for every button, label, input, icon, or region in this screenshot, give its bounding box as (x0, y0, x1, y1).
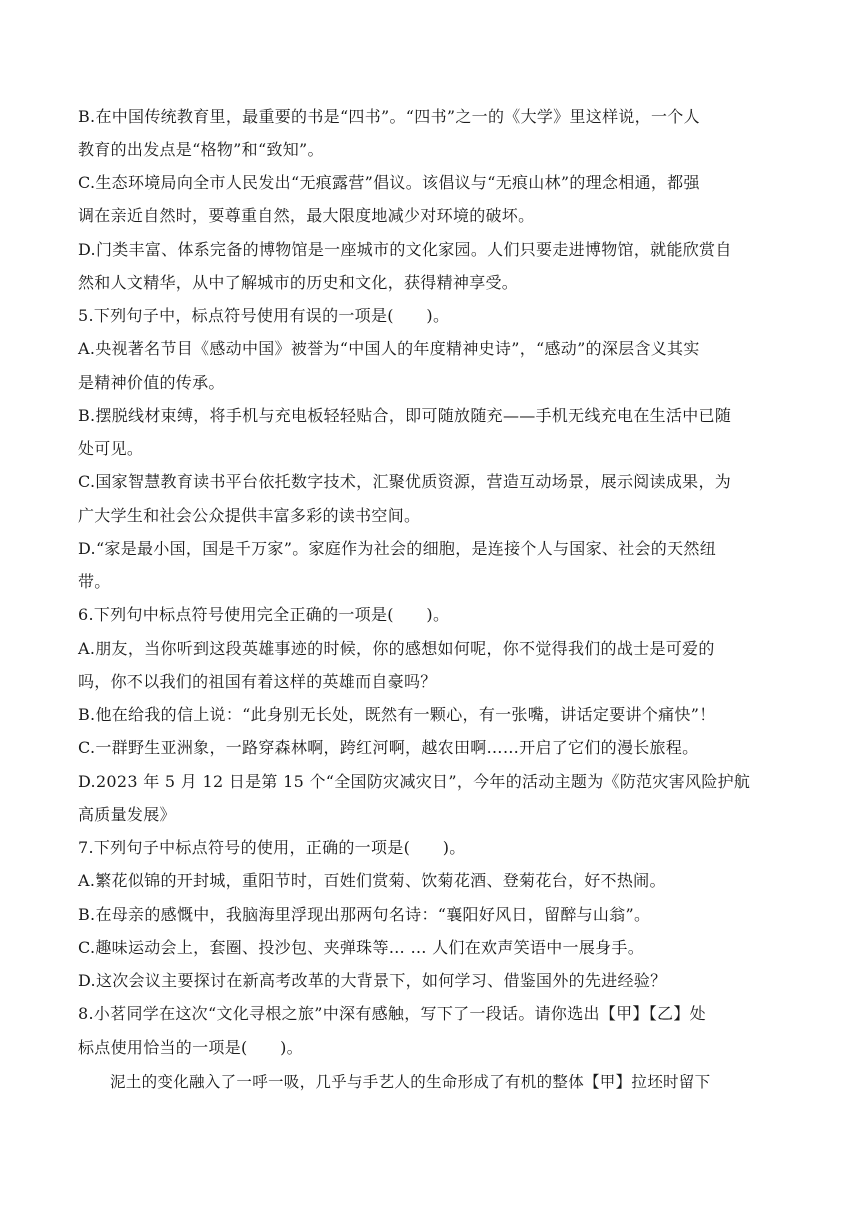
question-8-stem: 8.小茗同学在这次“文化寻根之旅”中深有感触，写下了一段话。请你选出【甲】【乙】处 (78, 1004, 706, 1023)
text-line: C.生态环境局向全市人民发出“无痕露营”倡议。该倡议与“无痕山林”的理念相通，都强 (78, 173, 700, 192)
text-line: C.趣味运动会上，套圈、投沙包、夹弹珠等… … 人们在欢声笑语中一展身手。 (78, 938, 645, 957)
text-line: D.这次会议主要探讨在新高考改革的大背景下，如何学习、借鉴国外的先进经验？ (78, 971, 667, 990)
question-5-stem: 5.下列句子中，标点符号使用有误的一项是( )。 (78, 306, 450, 325)
text-line: C.一群野生亚洲象，一路穿森林啊，跨红河啊，越农田啊……开启了它们的漫长旅程。 (78, 738, 699, 757)
question-6-stem: 6.下列句中标点符号使用完全正确的一项是( )。 (78, 605, 450, 624)
text-line: B.在母亲的感慨中，我脑海里浮现出那两句名诗：“襄阳好风日，留醉与山翁”。 (78, 905, 651, 924)
text-line: 是精神价值的传承。 (78, 373, 225, 392)
text-line: A.繁花似锦的开封城，重阳节时，百姓们赏菊、饮菊花酒、登菊花台，好不热闹。 (78, 871, 666, 890)
text-line: 吗，你不以我们的祖国有着这样的英雄而自豪吗？ (78, 672, 437, 691)
text-line: 广大学生和社会公众提供丰富多彩的读书空间。 (78, 506, 421, 525)
text-line: C.国家智慧教育读书平台依托数字技术，汇聚优质资源，营造互动场景，展示阅读成果，为 (78, 472, 732, 491)
text-line: B.他在给我的信上说：“此身别无长处，既然有一颗心，有一张嘴，讲话定要讲个痛快”！ (78, 705, 716, 724)
question-7-stem: 7.下列句子中标点符号的使用，正确的一项是( )。 (78, 838, 466, 857)
text-line: B.在中国传统教育里，最重要的书是“四书”。“四书”之一的《大学》里这样说，一个人 (78, 107, 700, 126)
text-line: D.“家是最小国，国是千万家”。家庭作为社会的细胞，是连接个人与国家、社会的天然纽 (78, 539, 717, 558)
text-line: 标点使用恰当的一项是( )。 (78, 1038, 303, 1057)
text-line: 处可见。 (78, 439, 144, 458)
text-line: 带。 (78, 572, 111, 591)
text-line: D.门类丰富、体系完备的博物馆是一座城市的文化家园。人们只要走进博物馆，就能欣赏自 (78, 240, 732, 259)
text-line: 调在亲近自然时，要尊重自然，最大限度地减少对环境的破坏。 (78, 206, 535, 225)
text-line: A.朋友，当你听到这段英雄事迹的时候，你的感想如何呢，你不觉得我们的战士是可爱的 (78, 639, 715, 658)
text-line: 然和人文精华，从中了解城市的历史和文化，获得精神享受。 (78, 273, 519, 292)
text-line: A.央视著名节目《感动中国》被誉为“中国人的年度精神史诗”，“感动”的深层含义其实 (78, 339, 700, 358)
text-line: 高质量发展》 (78, 805, 176, 824)
passage-line: 泥土的变化融入了一呼一吸，几乎与手艺人的生命形成了有机的整体【甲】拉坯时留下 (110, 1073, 711, 1091)
text-line: 教育的出发点是“格物”和“致知”。 (78, 140, 324, 159)
text-line: D.2023 年 5 月 12 日是第 15 个“全国防灾减灾日”，今年的活动主题为《防范灾害风险护航 (78, 772, 751, 791)
text-line: B.摆脱线材束缚，将手机与充电板轻轻贴合，即可随放随充——手机无线充电在生活中已随 (78, 406, 732, 425)
